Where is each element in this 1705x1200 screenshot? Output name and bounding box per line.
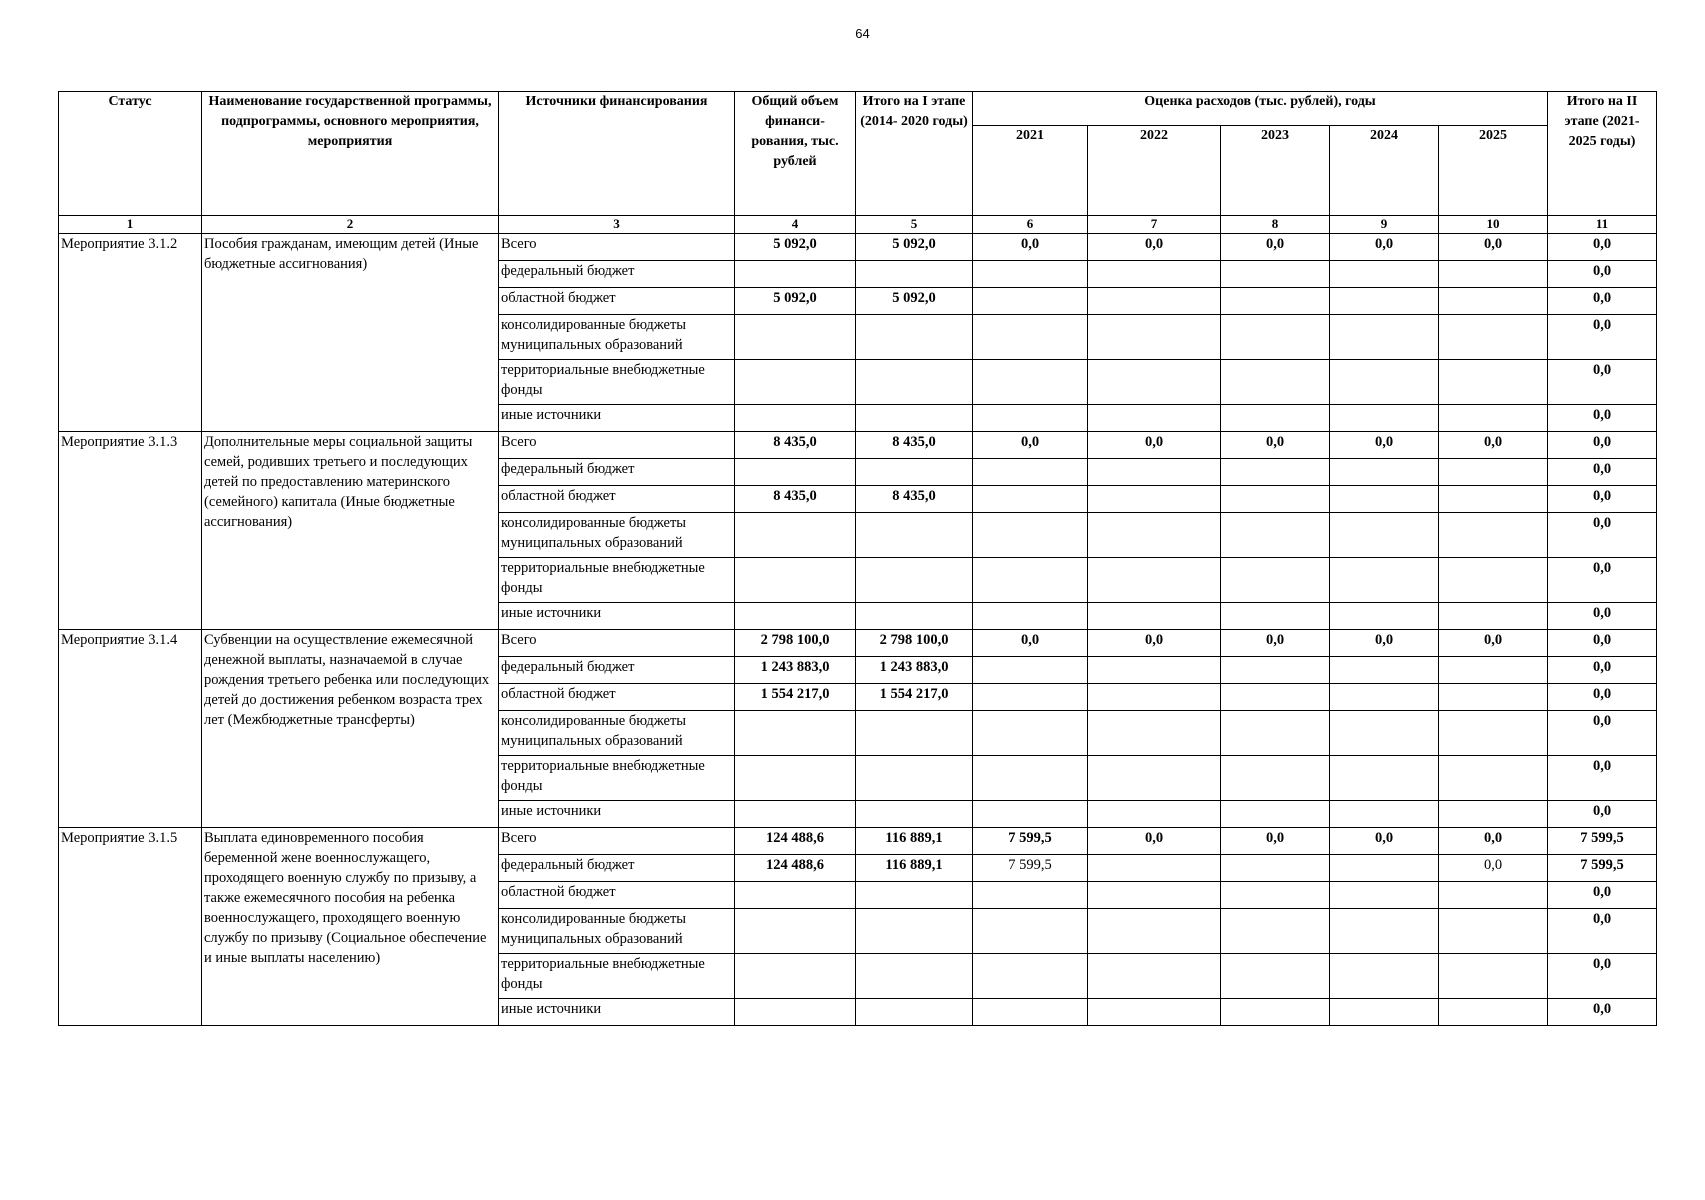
value-y2022 bbox=[1088, 513, 1221, 558]
value-total bbox=[735, 603, 856, 630]
value-stage1 bbox=[856, 513, 973, 558]
funding-source: Всего bbox=[499, 432, 735, 459]
value-y2024 bbox=[1330, 558, 1439, 603]
value-y2021 bbox=[973, 360, 1088, 405]
funding-source: территориальные внебюджетные фонды bbox=[499, 360, 735, 405]
funding-source: консолидированные бюджеты муниципальных образований bbox=[499, 513, 735, 558]
value-y2024 bbox=[1330, 882, 1439, 909]
value-stage1 bbox=[856, 999, 973, 1026]
value-total: 5 092,0 bbox=[735, 288, 856, 315]
column-number: 6 bbox=[973, 216, 1088, 234]
value-total bbox=[735, 711, 856, 756]
column-number: 7 bbox=[1088, 216, 1221, 234]
value-y2021: 0,0 bbox=[973, 432, 1088, 459]
value-y2025: 0,0 bbox=[1439, 630, 1548, 657]
value-y2024 bbox=[1330, 360, 1439, 405]
value-total bbox=[735, 999, 856, 1026]
value-y2023 bbox=[1221, 711, 1330, 756]
value-stage2: 0,0 bbox=[1548, 405, 1657, 432]
header-year: 2023 bbox=[1221, 126, 1330, 216]
value-total bbox=[735, 360, 856, 405]
value-total bbox=[735, 954, 856, 999]
value-y2025 bbox=[1439, 603, 1548, 630]
measure-name: Пособия гражданам, имеющим детей (Иные бюджетные ассигнования) bbox=[202, 234, 499, 432]
column-number: 10 bbox=[1439, 216, 1548, 234]
value-stage2: 0,0 bbox=[1548, 261, 1657, 288]
value-stage1 bbox=[856, 711, 973, 756]
value-y2022 bbox=[1088, 288, 1221, 315]
value-y2022 bbox=[1088, 756, 1221, 801]
value-y2023 bbox=[1221, 657, 1330, 684]
value-total bbox=[735, 261, 856, 288]
value-y2023 bbox=[1221, 558, 1330, 603]
table-row bbox=[59, 828, 1657, 855]
value-total: 5 092,0 bbox=[735, 234, 856, 261]
header-stage2-total: Итого на II этапе (2021- 2025 годы) bbox=[1548, 92, 1657, 216]
value-y2024 bbox=[1330, 954, 1439, 999]
header-name: Наименование государственной программы, подпрограммы, основного мероприятия, мероприятия bbox=[202, 92, 499, 216]
value-stage2: 0,0 bbox=[1548, 432, 1657, 459]
funding-source: консолидированные бюджеты муниципальных образований bbox=[499, 315, 735, 360]
value-y2022 bbox=[1088, 486, 1221, 513]
value-y2023: 0,0 bbox=[1221, 432, 1330, 459]
value-y2021: 0,0 bbox=[973, 630, 1088, 657]
value-y2023 bbox=[1221, 459, 1330, 486]
funding-source: иные источники bbox=[499, 801, 735, 828]
value-y2024 bbox=[1330, 801, 1439, 828]
value-y2025 bbox=[1439, 459, 1548, 486]
value-total bbox=[735, 756, 856, 801]
value-y2022 bbox=[1088, 558, 1221, 603]
funding-source: консолидированные бюджеты муниципальных образований bbox=[499, 909, 735, 954]
value-stage2: 0,0 bbox=[1548, 801, 1657, 828]
value-y2025: 0,0 bbox=[1439, 855, 1548, 882]
value-y2023: 0,0 bbox=[1221, 234, 1330, 261]
value-stage1: 8 435,0 bbox=[856, 486, 973, 513]
value-stage1: 116 889,1 bbox=[856, 828, 973, 855]
measure-status: Мероприятие 3.1.5 bbox=[59, 828, 202, 1026]
value-y2022: 0,0 bbox=[1088, 630, 1221, 657]
value-stage2: 0,0 bbox=[1548, 513, 1657, 558]
value-y2023 bbox=[1221, 855, 1330, 882]
value-total bbox=[735, 459, 856, 486]
value-y2023: 0,0 bbox=[1221, 828, 1330, 855]
value-y2024 bbox=[1330, 855, 1439, 882]
header-sources: Источники финансирования bbox=[499, 92, 735, 216]
header-year: 2021 bbox=[973, 126, 1088, 216]
value-y2024: 0,0 bbox=[1330, 432, 1439, 459]
value-y2025: 0,0 bbox=[1439, 234, 1548, 261]
budget-table bbox=[58, 91, 1657, 1026]
value-y2025: 0,0 bbox=[1439, 828, 1548, 855]
header-estimate: Оценка расходов (тыс. рублей), годы bbox=[973, 92, 1548, 126]
funding-source: федеральный бюджет bbox=[499, 459, 735, 486]
column-number: 1 bbox=[59, 216, 202, 234]
value-y2021 bbox=[973, 801, 1088, 828]
value-stage1 bbox=[856, 459, 973, 486]
value-y2021 bbox=[973, 288, 1088, 315]
value-stage1: 1 243 883,0 bbox=[856, 657, 973, 684]
value-y2023 bbox=[1221, 684, 1330, 711]
value-y2025 bbox=[1439, 999, 1548, 1026]
value-stage1 bbox=[856, 558, 973, 603]
value-stage1: 8 435,0 bbox=[856, 432, 973, 459]
value-y2024 bbox=[1330, 459, 1439, 486]
value-y2024 bbox=[1330, 657, 1439, 684]
value-total bbox=[735, 315, 856, 360]
value-stage2: 0,0 bbox=[1548, 459, 1657, 486]
value-stage1 bbox=[856, 603, 973, 630]
funding-source: областной бюджет bbox=[499, 882, 735, 909]
value-y2022 bbox=[1088, 360, 1221, 405]
value-total bbox=[735, 909, 856, 954]
value-y2021: 7 599,5 bbox=[973, 828, 1088, 855]
value-stage2: 0,0 bbox=[1548, 909, 1657, 954]
header-stage1-total: Итого на I этапе (2014- 2020 годы) bbox=[856, 92, 973, 216]
value-stage2: 0,0 bbox=[1548, 360, 1657, 405]
value-y2022: 0,0 bbox=[1088, 234, 1221, 261]
value-stage2: 0,0 bbox=[1548, 954, 1657, 999]
value-y2025 bbox=[1439, 315, 1548, 360]
value-y2021 bbox=[973, 684, 1088, 711]
value-y2022 bbox=[1088, 855, 1221, 882]
value-total bbox=[735, 513, 856, 558]
header-year: 2024 bbox=[1330, 126, 1439, 216]
value-stage1 bbox=[856, 882, 973, 909]
value-y2023 bbox=[1221, 288, 1330, 315]
funding-source: иные источники bbox=[499, 603, 735, 630]
value-y2021 bbox=[973, 405, 1088, 432]
value-y2021: 0,0 bbox=[973, 234, 1088, 261]
value-y2023 bbox=[1221, 513, 1330, 558]
value-y2024 bbox=[1330, 315, 1439, 360]
measure-name: Дополнительные меры социальной защиты семей, родивших третьего и последующих детей по предоставлению материнского (семейного) капитала (Иные бюджетные ассигнования) bbox=[202, 432, 499, 630]
value-y2023 bbox=[1221, 603, 1330, 630]
value-y2024 bbox=[1330, 999, 1439, 1026]
value-y2021 bbox=[973, 909, 1088, 954]
value-stage2: 0,0 bbox=[1548, 711, 1657, 756]
value-y2023 bbox=[1221, 882, 1330, 909]
measure-status: Мероприятие 3.1.3 bbox=[59, 432, 202, 630]
value-y2024 bbox=[1330, 261, 1439, 288]
value-y2021 bbox=[973, 603, 1088, 630]
value-y2025 bbox=[1439, 360, 1548, 405]
value-stage2: 0,0 bbox=[1548, 558, 1657, 603]
column-number: 2 bbox=[202, 216, 499, 234]
column-number: 4 bbox=[735, 216, 856, 234]
value-y2021 bbox=[973, 756, 1088, 801]
column-number: 8 bbox=[1221, 216, 1330, 234]
value-y2024: 0,0 bbox=[1330, 630, 1439, 657]
page-number: 64 bbox=[855, 26, 870, 41]
value-total: 124 488,6 bbox=[735, 828, 856, 855]
funding-source: территориальные внебюджетные фонды bbox=[499, 954, 735, 999]
header-year: 2025 bbox=[1439, 126, 1548, 216]
funding-source: иные источники bbox=[499, 999, 735, 1026]
funding-source: федеральный бюджет bbox=[499, 657, 735, 684]
table-row bbox=[59, 630, 1657, 657]
column-number: 3 bbox=[499, 216, 735, 234]
value-y2024: 0,0 bbox=[1330, 828, 1439, 855]
column-number: 5 bbox=[856, 216, 973, 234]
value-stage1 bbox=[856, 909, 973, 954]
value-stage1 bbox=[856, 405, 973, 432]
value-y2023 bbox=[1221, 954, 1330, 999]
value-y2023: 0,0 bbox=[1221, 630, 1330, 657]
value-y2025 bbox=[1439, 711, 1548, 756]
value-y2023 bbox=[1221, 801, 1330, 828]
value-y2025: 0,0 bbox=[1439, 432, 1548, 459]
value-y2023 bbox=[1221, 360, 1330, 405]
funding-source: Всего bbox=[499, 234, 735, 261]
value-y2022 bbox=[1088, 882, 1221, 909]
value-y2022 bbox=[1088, 909, 1221, 954]
value-total: 1 243 883,0 bbox=[735, 657, 856, 684]
value-y2024 bbox=[1330, 711, 1439, 756]
value-y2021 bbox=[973, 954, 1088, 999]
value-y2024 bbox=[1330, 486, 1439, 513]
value-total: 8 435,0 bbox=[735, 432, 856, 459]
value-y2024 bbox=[1330, 405, 1439, 432]
value-total bbox=[735, 882, 856, 909]
value-stage2: 0,0 bbox=[1548, 315, 1657, 360]
value-y2022 bbox=[1088, 801, 1221, 828]
value-y2022 bbox=[1088, 999, 1221, 1026]
value-y2022 bbox=[1088, 459, 1221, 486]
value-stage2: 7 599,5 bbox=[1548, 828, 1657, 855]
value-y2022 bbox=[1088, 405, 1221, 432]
value-y2022: 0,0 bbox=[1088, 432, 1221, 459]
value-y2021 bbox=[973, 315, 1088, 360]
column-number: 11 bbox=[1548, 216, 1657, 234]
value-y2024: 0,0 bbox=[1330, 234, 1439, 261]
value-stage1: 116 889,1 bbox=[856, 855, 973, 882]
value-y2023 bbox=[1221, 315, 1330, 360]
funding-source: консолидированные бюджеты муниципальных образований bbox=[499, 711, 735, 756]
value-total: 2 798 100,0 bbox=[735, 630, 856, 657]
value-y2021: 7 599,5 bbox=[973, 855, 1088, 882]
value-y2025 bbox=[1439, 756, 1548, 801]
value-y2024 bbox=[1330, 513, 1439, 558]
value-stage1 bbox=[856, 360, 973, 405]
value-total bbox=[735, 405, 856, 432]
value-y2024 bbox=[1330, 909, 1439, 954]
value-y2021 bbox=[973, 261, 1088, 288]
value-total: 124 488,6 bbox=[735, 855, 856, 882]
measure-status: Мероприятие 3.1.2 bbox=[59, 234, 202, 432]
value-total bbox=[735, 558, 856, 603]
value-y2023 bbox=[1221, 405, 1330, 432]
measure-status: Мероприятие 3.1.4 bbox=[59, 630, 202, 828]
funding-source: федеральный бюджет bbox=[499, 855, 735, 882]
value-stage1: 5 092,0 bbox=[856, 234, 973, 261]
value-stage2: 0,0 bbox=[1548, 882, 1657, 909]
value-y2022 bbox=[1088, 711, 1221, 756]
value-y2024 bbox=[1330, 756, 1439, 801]
value-y2025 bbox=[1439, 261, 1548, 288]
value-stage2: 0,0 bbox=[1548, 288, 1657, 315]
value-y2025 bbox=[1439, 558, 1548, 603]
funding-source: территориальные внебюджетные фонды bbox=[499, 558, 735, 603]
value-y2021 bbox=[973, 486, 1088, 513]
value-y2021 bbox=[973, 882, 1088, 909]
value-y2025 bbox=[1439, 684, 1548, 711]
value-stage1: 5 092,0 bbox=[856, 288, 973, 315]
value-y2022 bbox=[1088, 684, 1221, 711]
value-total bbox=[735, 801, 856, 828]
value-total: 1 554 217,0 bbox=[735, 684, 856, 711]
value-y2023 bbox=[1221, 261, 1330, 288]
value-y2024 bbox=[1330, 288, 1439, 315]
value-y2021 bbox=[973, 558, 1088, 603]
value-y2022 bbox=[1088, 954, 1221, 999]
value-y2025 bbox=[1439, 288, 1548, 315]
value-y2024 bbox=[1330, 684, 1439, 711]
value-stage2: 0,0 bbox=[1548, 603, 1657, 630]
value-stage1 bbox=[856, 756, 973, 801]
measure-name: Выплата единовременного пособия беременной жене военнослужащего, проходящего военную службу по призыву, а также ежемесячного пособия на ребенка военнослужащего, проходящего военную службу по призыву (Социальное обеспечение и иные выплаты населению) bbox=[202, 828, 499, 1026]
value-y2022 bbox=[1088, 657, 1221, 684]
funding-source: федеральный бюджет bbox=[499, 261, 735, 288]
value-y2023 bbox=[1221, 756, 1330, 801]
header-status: Статус bbox=[59, 92, 202, 216]
value-stage2: 0,0 bbox=[1548, 999, 1657, 1026]
value-stage2: 0,0 bbox=[1548, 756, 1657, 801]
table-row bbox=[59, 234, 1657, 261]
funding-source: областной бюджет bbox=[499, 684, 735, 711]
value-stage2: 7 599,5 bbox=[1548, 855, 1657, 882]
value-y2022: 0,0 bbox=[1088, 828, 1221, 855]
value-y2021 bbox=[973, 999, 1088, 1026]
value-stage2: 0,0 bbox=[1548, 630, 1657, 657]
value-y2023 bbox=[1221, 999, 1330, 1026]
value-stage1 bbox=[856, 315, 973, 360]
value-y2023 bbox=[1221, 909, 1330, 954]
value-y2024 bbox=[1330, 603, 1439, 630]
header-total-volume: Общий объем финанси- рования, тыс. рублей bbox=[735, 92, 856, 216]
value-y2025 bbox=[1439, 405, 1548, 432]
value-y2022 bbox=[1088, 603, 1221, 630]
value-y2021 bbox=[973, 657, 1088, 684]
header-year: 2022 bbox=[1088, 126, 1221, 216]
column-number: 9 bbox=[1330, 216, 1439, 234]
value-y2025 bbox=[1439, 954, 1548, 999]
value-stage2: 0,0 bbox=[1548, 657, 1657, 684]
value-y2021 bbox=[973, 513, 1088, 558]
value-y2025 bbox=[1439, 513, 1548, 558]
value-stage1: 2 798 100,0 bbox=[856, 630, 973, 657]
value-y2022 bbox=[1088, 315, 1221, 360]
value-y2025 bbox=[1439, 657, 1548, 684]
value-stage2: 0,0 bbox=[1548, 486, 1657, 513]
value-stage2: 0,0 bbox=[1548, 234, 1657, 261]
value-stage1: 1 554 217,0 bbox=[856, 684, 973, 711]
value-y2023 bbox=[1221, 486, 1330, 513]
value-stage2: 0,0 bbox=[1548, 684, 1657, 711]
value-y2021 bbox=[973, 459, 1088, 486]
value-y2025 bbox=[1439, 486, 1548, 513]
value-total: 8 435,0 bbox=[735, 486, 856, 513]
table-row bbox=[59, 432, 1657, 459]
value-stage1 bbox=[856, 261, 973, 288]
funding-source: областной бюджет bbox=[499, 288, 735, 315]
value-y2025 bbox=[1439, 882, 1548, 909]
value-y2025 bbox=[1439, 801, 1548, 828]
funding-source: территориальные внебюджетные фонды bbox=[499, 756, 735, 801]
measure-name: Субвенции на осуществление ежемесячной денежной выплаты, назначаемой в случае рождения третьего ребенка или последующих детей до достижения ребенком возраста трех лет (Межбюджетные трансферты) bbox=[202, 630, 499, 828]
funding-source: областной бюджет bbox=[499, 486, 735, 513]
value-stage1 bbox=[856, 801, 973, 828]
column-numbers-row bbox=[59, 216, 1657, 234]
funding-source: Всего bbox=[499, 828, 735, 855]
value-y2021 bbox=[973, 711, 1088, 756]
value-y2025 bbox=[1439, 909, 1548, 954]
value-y2022 bbox=[1088, 261, 1221, 288]
funding-source: иные источники bbox=[499, 405, 735, 432]
value-stage1 bbox=[856, 954, 973, 999]
funding-source: Всего bbox=[499, 630, 735, 657]
table-body bbox=[59, 234, 1657, 1026]
